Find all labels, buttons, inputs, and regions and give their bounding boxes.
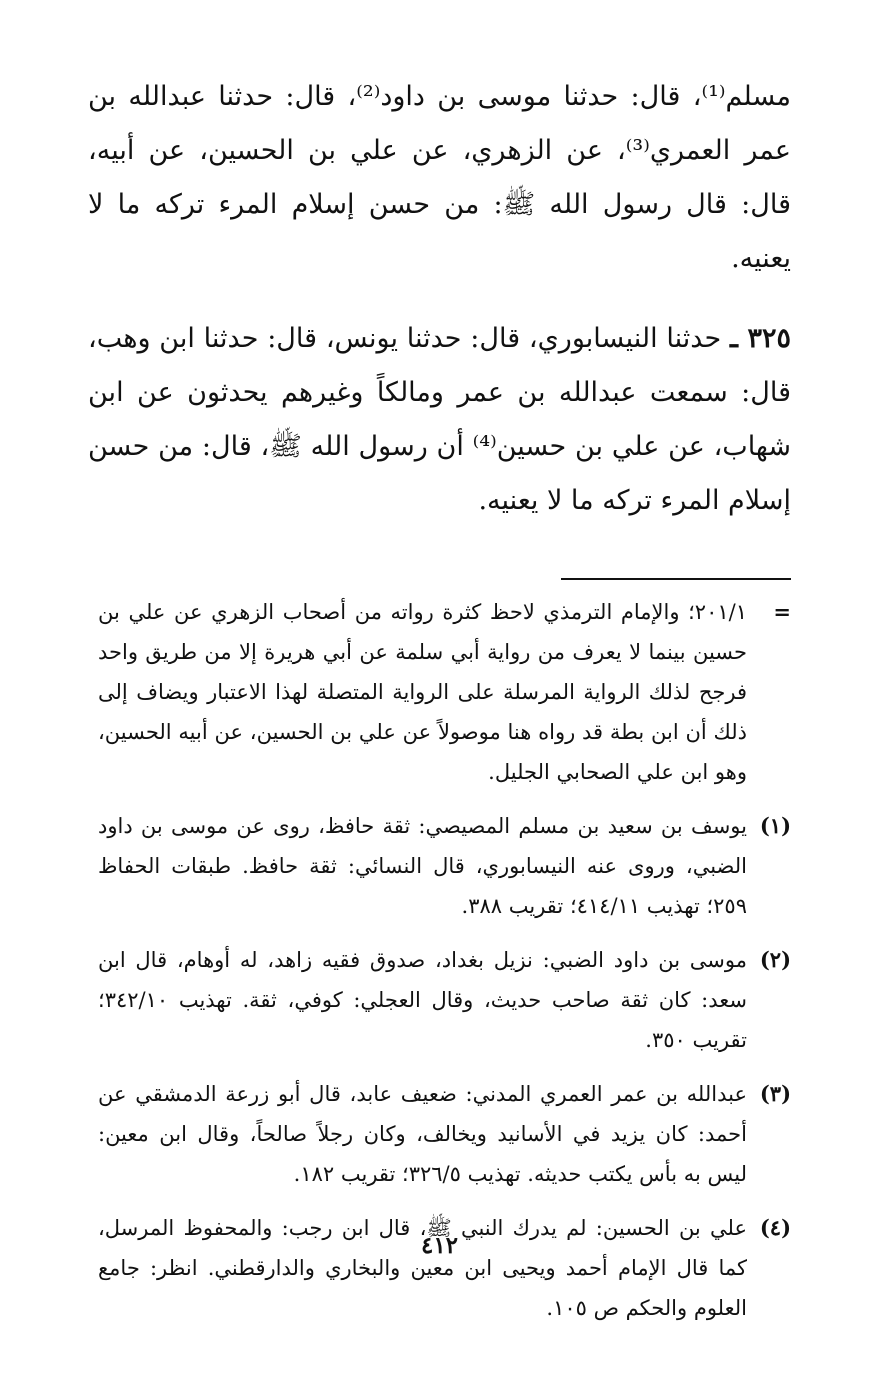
book-page [88,70,791,1338]
footnote-marker: (٢) [759,947,791,972]
footnote-continuation [88,592,791,792]
footnote-2 [88,940,791,1060]
page-number: ٤١٢ [420,1232,459,1259]
footnote-marker: = [773,599,791,624]
footnote-1 [88,806,791,926]
hadith-text: حدثنا النيسابوري، قال: حدثنا يونس، قال: حدثنا ابن وهب، قال: سمعت عبدالله بن عمر ومالكاً وغيرهم يحدثون عن ابن شهاب، عن علي بن حسين⁽⁴⁾ أن رسول الله ﷺ، قال: من حسن إسلام المرء تركه ما لا يعنيه. [88,323,792,516]
footnote-marker: (٣) [759,1081,791,1106]
footnote-3 [88,1074,791,1194]
footnote-text: موسى بن داود الضبي: نزيل بغداد، صدوق فقيه زاهد، له أوهام، قال ابن سعد: كان ثقة صاحب حديث، وقال العجلي: كوفي، ثقة. تهذيب ٣٤٢/١٠؛ تقريب ٣٥٠. [98,948,747,1052]
footnote-marker: (١) [759,813,791,838]
footnote-text: عبدالله بن عمر العمري المدني: ضعيف عابد، قال أبو زرعة الدمشقي عن أحمد: كان يزيد في الأسانيد ويخالف، وكان رجلاً صالحاً، وقال ابن معين: ليس به بأس يكتب حديثه. تهذيب ٣٢٦/٥؛ تقريب ١٨٢. [98,1082,747,1186]
hadith-number: ٣٢٥ ـ [729,323,791,354]
footnote-text: علي بن الحسين: لم يدرك النبي ﷺ، قال ابن رجب: والمحفوظ المرسل، كما قال الإمام أحمد ويحيى ابن معين والبخاري والدارقطني. انظر: جامع العلوم والحكم ص ١٠٥. [98,1216,747,1320]
footnote-text: يوسف بن سعيد بن مسلم المصيصي: ثقة حافظ، روى عن موسى بن داود الضبي، وروى عنه النيسابوري، قال النسائي: ثقة حافظ. طبقات الحفاظ ٢٥٩؛ تهذيب ٤١٤/١١؛ تقريب ٣٨٨. [98,814,747,918]
hadith-325 [88,312,791,528]
paragraph-continuation: مسلم⁽¹⁾، قال: حدثنا موسى بن داود⁽²⁾، قال: حدثنا عبدالله بن عمر العمري⁽³⁾، عن الزهري، عن علي بن الحسين، عن أبيه، قال: قال رسول الله ﷺ: من حسن إسلام المرء تركه ما لا يعنيه. [88,81,791,274]
footnote-divider [561,578,791,580]
footnote-marker: (٤) [759,1215,791,1240]
footnotes [88,592,791,1328]
footnote-text: ٢٠١/١؛ والإمام الترمذي لاحظ كثرة رواته من أصحاب الزهري عن علي بن حسين بينما لا يعرف من رواية أبي سلمة عن أبي هريرة إلا من طريق واحد فرجح لذلك الرواية المرسلة على الرواية المتصلة لهذا الاعتبار ويضاف إلى ذلك أن ابن بطة قد رواه هنا موصولاً عن علي بن الحسين، عن أبيه الحسين، وهو ابن علي الصحابي الجليل. [98,600,747,784]
main-text [88,70,791,528]
footnote-4 [88,1208,791,1328]
